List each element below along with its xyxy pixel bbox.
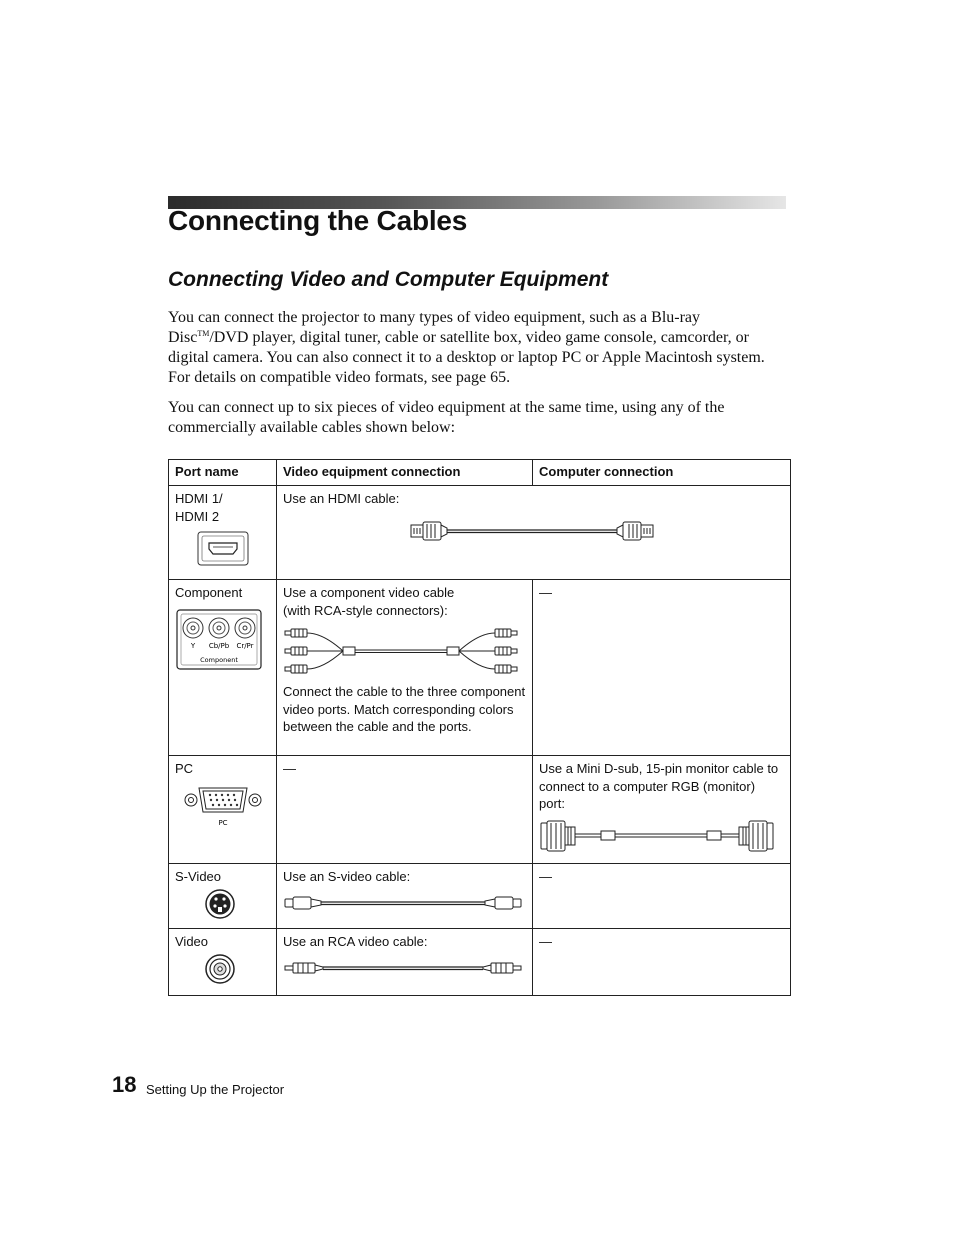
- port-name: PC: [175, 761, 194, 776]
- cell-component-connection: [277, 580, 533, 756]
- component-caption: Component: [200, 655, 238, 664]
- cell-port: [169, 580, 277, 756]
- intro-line: You can connect the projector to many types of video equipment, such as a Blu-ray: [168, 309, 701, 326]
- page-title: Connecting the Cables: [168, 205, 468, 236]
- component-port-label: Cb/Pb: [208, 641, 230, 650]
- table-header-row: [169, 460, 791, 486]
- table-row-svideo: [169, 864, 791, 929]
- header-video-connection: Video equipment connection: [277, 460, 533, 486]
- port-name: Component: [175, 585, 243, 600]
- connection-text: Use an HDMI cable:: [283, 491, 400, 506]
- table-row-pc: [169, 756, 791, 864]
- port-name-line: HDMI 2: [175, 508, 220, 524]
- intro-line: You can connect up to six pieces of video equipment at the same time, using any of the: [168, 399, 725, 416]
- port-name-line: HDMI 1/: [175, 491, 223, 506]
- connection-note: Connect the cable to the three component video ports. Match corresponding colors between the cable and the ports.: [283, 684, 526, 734]
- intro-paragraph: [168, 308, 788, 388]
- cell-video-connection: [277, 929, 533, 996]
- cell-port: [169, 864, 277, 929]
- cell-computer-connection: —: [533, 580, 791, 756]
- connection-text: Use a Mini D-sub, 15-pin monitor cable to connect to a computer RGB (monitor) port:: [539, 761, 779, 811]
- rca-cable-icon: [283, 960, 525, 976]
- port-name: S-Video: [175, 869, 222, 884]
- footer-section-title: Setting Up the Projector: [146, 1082, 285, 1097]
- component-port-label: Cr/Pr: [236, 641, 254, 650]
- intro-line: /DVD player, digital tuner, cable or satellite box, video game console, camcorder, or: [209, 329, 749, 346]
- header-computer-connection: Computer connection: [533, 460, 791, 486]
- hdmi-cable-icon: [409, 516, 669, 546]
- rca-port-icon: [204, 953, 236, 985]
- cell-computer-connection: —: [533, 864, 791, 929]
- cell-computer-connection: —: [533, 929, 791, 996]
- svideo-port-icon: [204, 888, 236, 920]
- cell-port: [169, 486, 277, 580]
- trademark-mark: TM: [197, 329, 210, 338]
- table-row-component: [169, 580, 791, 756]
- intro-line: digital camera. You can also connect it to a desktop or laptop PC or Apple Macintosh system.: [168, 349, 765, 366]
- cell-port: [169, 756, 277, 864]
- cell-video-connection: —: [277, 756, 533, 864]
- component-cable-icon: [283, 623, 523, 679]
- pc-port-caption: PC: [218, 818, 228, 827]
- page-number: 18: [112, 1072, 137, 1097]
- svideo-cable-icon: [283, 895, 525, 911]
- connection-text: Use an RCA video cable:: [283, 934, 428, 949]
- vga-cable-icon: [539, 819, 777, 853]
- intro-paragraph-2: [168, 398, 788, 438]
- cell-port: [169, 929, 277, 996]
- table-row-hdmi: [169, 486, 791, 580]
- intro-line: commercially available cables shown below:: [168, 419, 456, 436]
- vga-port-icon: [183, 782, 265, 828]
- cell-hdmi-connection: [277, 486, 791, 580]
- cell-svideo-connection: [277, 864, 533, 929]
- connection-text: Use a component video cable: [283, 585, 455, 600]
- connections-table: [168, 459, 791, 996]
- cell-pc-connection: [533, 756, 791, 864]
- intro-line: Disc: [168, 329, 198, 346]
- port-name: Video: [175, 934, 209, 949]
- section-title: Connecting Video and Computer Equipment: [168, 268, 609, 291]
- intro-line: For details on compatible video formats, see page 65.: [168, 369, 511, 386]
- component-port-icon: [175, 608, 263, 672]
- connection-text: Use an S-video cable:: [283, 869, 411, 884]
- hdmi-port-icon: [195, 529, 255, 569]
- table-row-video: [169, 929, 791, 996]
- header-port-name: Port name: [169, 460, 277, 486]
- component-port-label: Y: [190, 641, 196, 650]
- connection-text: (with RCA-style connectors):: [283, 602, 448, 618]
